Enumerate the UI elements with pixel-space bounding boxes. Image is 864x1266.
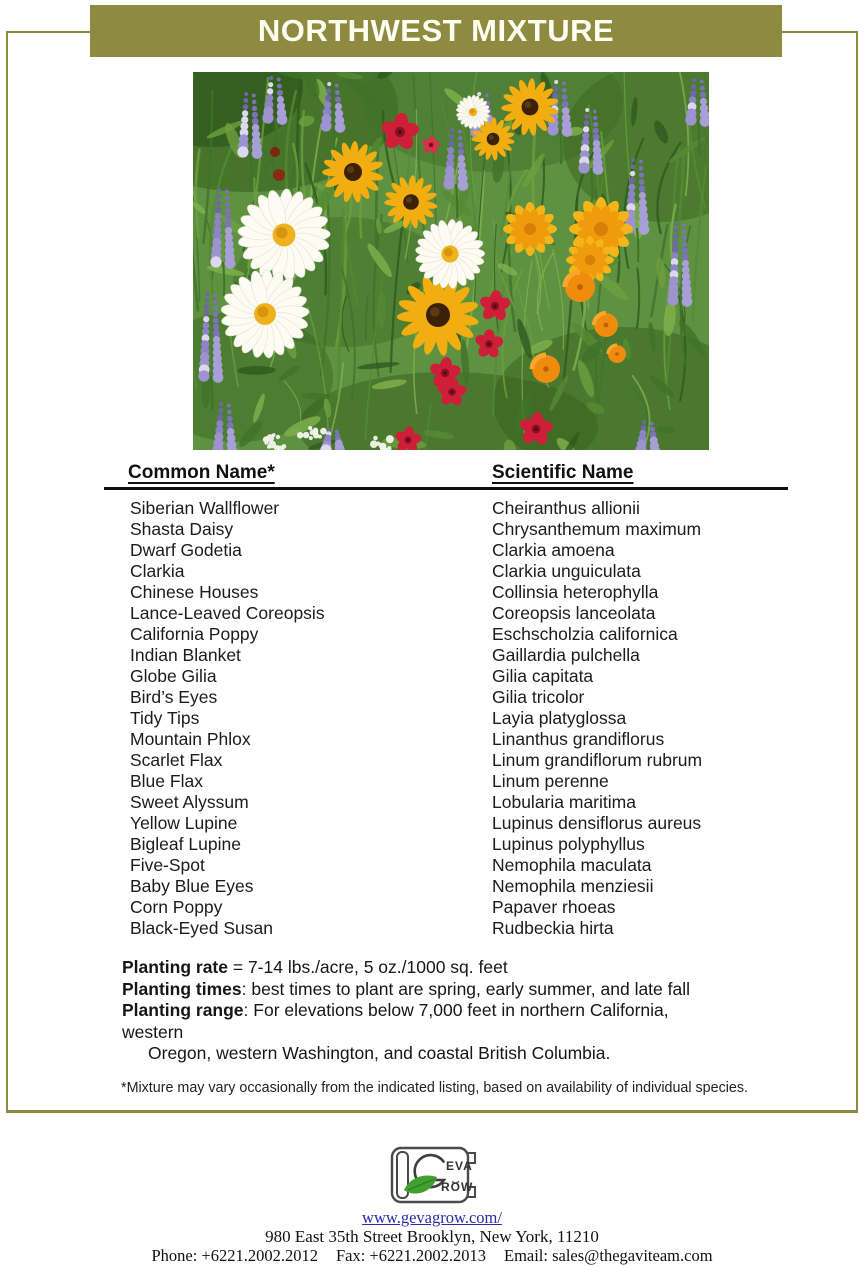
common-name-cell: Bigleaf Lupine: [130, 834, 241, 854]
common-name-cell: Baby Blue Eyes: [130, 876, 254, 896]
common-name-cell: Yellow Lupine: [130, 813, 238, 833]
table-row: [0, 813, 864, 834]
table-row: [0, 918, 864, 939]
table-row: [0, 582, 864, 603]
scientific-name-cell: Collinsia heterophylla: [492, 582, 659, 602]
table-row: [0, 519, 864, 540]
website-link[interactable]: www.gevagrow.com/: [362, 1208, 502, 1227]
planting-range-continuation: Oregon, western Washington, and coastal British Columbia.: [148, 1043, 611, 1063]
common-name-cell: Bird’s Eyes: [130, 687, 218, 707]
table-row: [0, 876, 864, 897]
table-row: [0, 897, 864, 918]
common-name-cell: Sweet Alyssum: [130, 792, 249, 812]
common-name-cell: Scarlet Flax: [130, 750, 223, 770]
scientific-name-cell: Gilia tricolor: [492, 687, 585, 707]
planting-range-text: : For elevations below 7,000 feet in northern California,: [243, 1000, 669, 1020]
contact-line: [0, 1246, 864, 1266]
common-name-cell: Corn Poppy: [130, 897, 223, 917]
common-name-cell: Shasta Daisy: [130, 519, 234, 539]
scientific-name-cell: Gilia capitata: [492, 666, 594, 686]
common-name-cell: Indian Blanket: [130, 645, 241, 665]
table-row: [0, 750, 864, 771]
col-header-common-name: Common Name*: [128, 462, 275, 483]
common-name-cell: Blue Flax: [130, 771, 203, 791]
title-banner: [90, 5, 782, 57]
table-row: [0, 729, 864, 750]
scientific-name-cell: Clarkia amoena: [492, 540, 615, 560]
planting-range-wrap: western: [122, 1021, 184, 1042]
planting-rate-text: = 7-14 lbs./acre, 5 oz./1000 sq. feet: [228, 957, 508, 977]
table-row: [0, 708, 864, 729]
scientific-name-cell: Clarkia unguiculata: [492, 561, 641, 581]
address-line: 980 East 35th Street Brooklyn, New York, 11210: [265, 1227, 599, 1246]
scientific-name-cell: Cheiranthus allionii: [492, 498, 640, 518]
scientific-name-cell: Lupinus polyphyllus: [492, 834, 645, 854]
scientific-name-cell: Papaver rhoeas: [492, 897, 616, 917]
common-name-cell: Chinese Houses: [130, 582, 259, 602]
geva-grow-logo: [384, 1140, 484, 1210]
table-row: [0, 855, 864, 876]
fax-text: Fax: +6221.2002.2013: [335, 1246, 486, 1265]
planting-rate-line: [122, 957, 822, 979]
header-divider-rule: [104, 487, 788, 490]
scientific-name-cell: Layia platyglossa: [492, 708, 627, 728]
common-name-cell: Tidy Tips: [130, 708, 200, 728]
table-row: [0, 540, 864, 561]
planting-range-line: [122, 1000, 822, 1022]
scientific-name-cell: Nemophila maculata: [492, 855, 652, 875]
scientific-name-cell: Linum grandiflorum rubrum: [492, 750, 703, 770]
table-row: [0, 792, 864, 813]
scientific-name-cell: Lupinus densiflorus aureus: [492, 813, 702, 833]
common-name-cell: Mountain Phlox: [130, 729, 251, 749]
scientific-name-cell: Linum perenne: [492, 771, 609, 791]
table-row: [0, 771, 864, 792]
common-name-cell: Black-Eyed Susan: [130, 918, 273, 938]
common-name-cell: Five-Spot: [130, 855, 205, 875]
wildflower-photo: [193, 72, 709, 450]
table-row: [0, 666, 864, 687]
table-row: [0, 498, 864, 519]
logo-text-eva: EVA: [446, 1159, 473, 1173]
common-name-cell: Siberian Wallflower: [130, 498, 280, 518]
table-row: [0, 645, 864, 666]
scientific-name-cell: Nemophila menziesii: [492, 876, 654, 896]
table-row: [0, 624, 864, 645]
common-name-cell: Globe Gilia: [130, 666, 217, 686]
disclaimer-note: *Mixture may vary occasionally from the indicated listing, based on availability of individual species.: [121, 1080, 748, 1096]
common-name-cell: Lance-Leaved Coreopsis: [130, 603, 325, 623]
planting-rate-label: Planting rate: [122, 957, 228, 977]
logo-text-row: ROW: [441, 1180, 474, 1194]
planting-info: [122, 957, 822, 1065]
common-name-cell: Dwarf Godetia: [130, 540, 242, 560]
col-header-scientific-name: Scientific Name: [492, 462, 634, 483]
table-row: [0, 687, 864, 708]
planting-times-line: [122, 979, 822, 1001]
wildflower-meadow-image: [193, 72, 709, 450]
table-row: [0, 561, 864, 582]
common-name-cell: California Poppy: [130, 624, 259, 644]
planting-range-label: Planting range: [122, 1000, 244, 1020]
scientific-name-cell: Lobularia maritima: [492, 792, 636, 812]
email-text: Email: sales@thegaviteam.com: [503, 1246, 713, 1265]
table-row: [0, 603, 864, 624]
scientific-name-cell: Linanthus grandiflorus: [492, 729, 665, 749]
scientific-name-cell: Rudbeckia hirta: [492, 918, 614, 938]
planting-times-label: Planting times: [122, 978, 242, 999]
species-table-header: [0, 462, 864, 488]
scientific-name-cell: Chrysanthemum maximum: [492, 519, 702, 539]
page-title: NORTHWEST MIXTURE: [257, 13, 615, 48]
species-table-body: [0, 498, 864, 939]
table-row: [0, 834, 864, 855]
scientific-name-cell: Coreopsis lanceolata: [492, 603, 656, 623]
common-name-cell: Clarkia: [130, 561, 185, 581]
scientific-name-cell: Eschscholzia californica: [492, 624, 678, 644]
planting-times-text: : best times to plant are spring, early summer, and late fall: [241, 978, 691, 999]
scientific-name-cell: Gaillardia pulchella: [492, 645, 640, 665]
phone-text: Phone: +6221.2002.2012: [151, 1246, 318, 1265]
